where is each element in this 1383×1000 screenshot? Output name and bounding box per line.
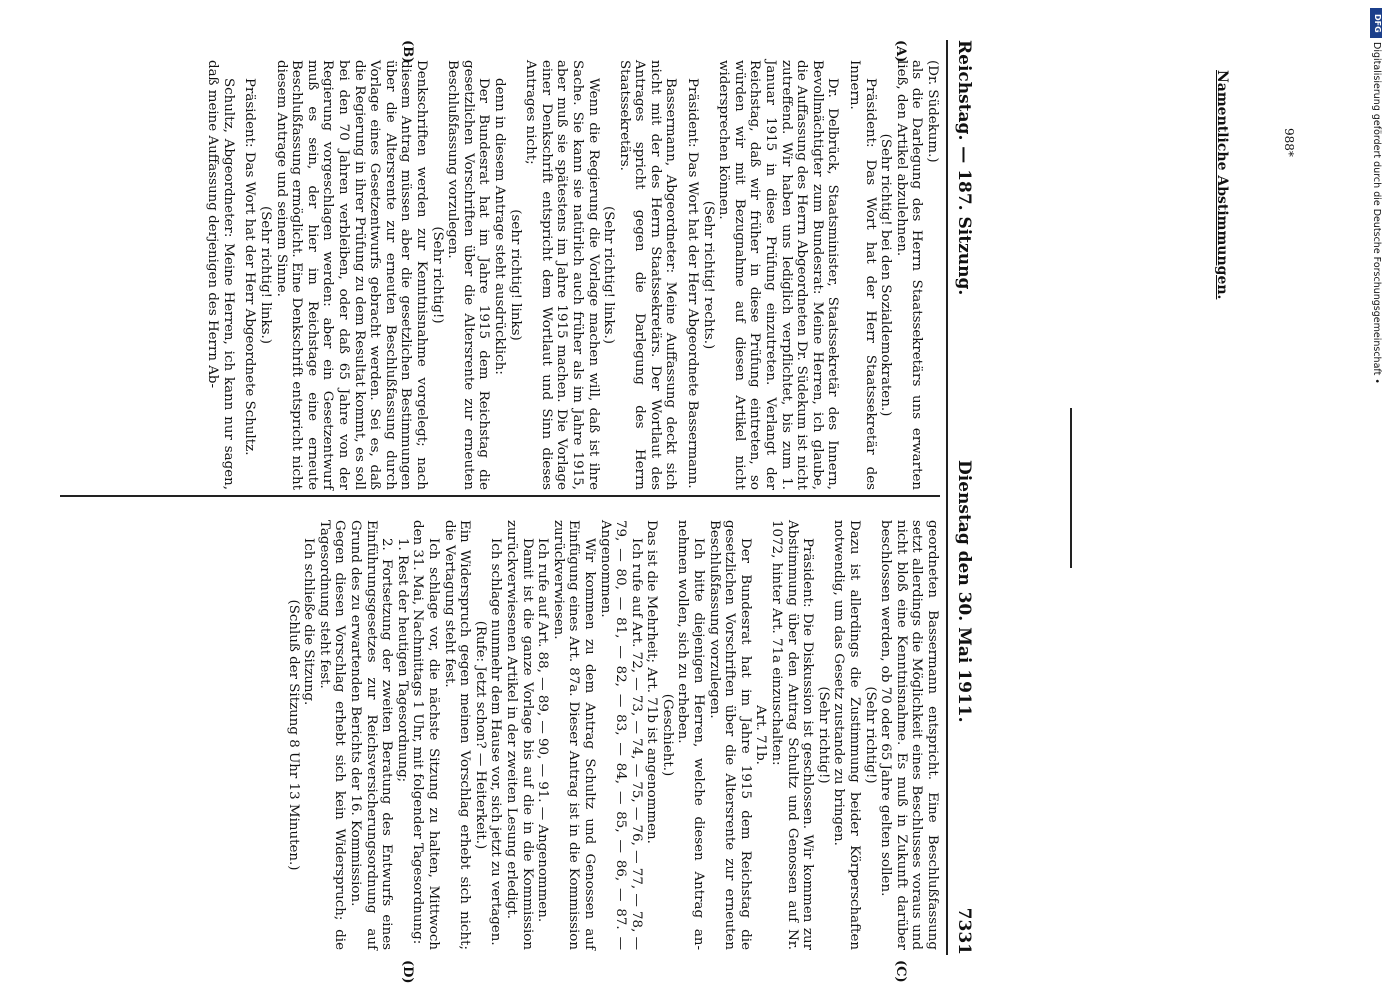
paragraph: Ich rufe auf Art. 88, — 89, — 90, — 91. — Angenommen. [535, 538, 551, 923]
paragraph: Der Bundesrat hat im Jahre 1915 dem Reichstag die gesetzlichen Vorschriften über die Altersrente zur erneuten Beschlußfassung vorzulegen. [445, 60, 492, 490]
paragraph-gap [236, 60, 242, 490]
paragraph: Das ist die Mehrheit; Art. 71b ist angenommen. [644, 520, 660, 844]
paragraph: (Sehr richtig!) [429, 226, 445, 324]
paragraph: (Dr. Südekum.) [925, 60, 940, 163]
paragraph-gap [840, 60, 846, 490]
section-rule [1070, 408, 1072, 568]
paragraph: Wenn die Regierung die Vorlage machen will, daß ist ihre Sache. Sie kann sie natürlich auch früher als im Jahre 1915, aber muß sie spätestens im Jahre 1915 machen. Die Vorlage einer Denkschrift entspricht dem Wortlaut und Sinn dieses Antrages nicht; [523, 60, 601, 490]
dfg-logo: DFG [1370, 8, 1382, 38]
paragraph: denn in diesem Antrage steht ausdrücklich: [491, 78, 507, 375]
paragraph: Dr. Delbrück, Staatsminister, Staatssekretär des Innern, Bevollmächtigter zum Bundesrat: Meine Herren, ich glaube, die Auffassung des Herrn Abgeordneten Dr. Südekum ist nicht zutreffend. Wir haben uns lediglich verpflichtet, bis zum 1. Januar 1915 in diese Prüfung einzutreten. Verlangt der Reichstag, daß wir früher in diese Prüfung eintreten, so würden wir mit Bezugnahme auf diesen Artikel nicht widersprechen können. [716, 60, 841, 490]
paragraph: Ich schlage vor, die nächste Sitzung zu halten, Mittwoch den 31. Mai, Nachmittags 1 Uhr, mit folgender Tagesordnung: [410, 520, 441, 950]
paragraph: Der Bundesrat hat im Jahre 1915 dem Reichstag die gesetzlichen Vorschriften über die Altersrente zur erneuten Beschlußfassung vorzulegen. [706, 520, 753, 950]
paragraph: geordneten Bassermann entspricht. Eine Beschlußfassung setzt allerdings die Möglichkeit eines Beschlusses voraus und nicht bloß eine Kenntnisnahme. Es muß in Zukunft darüber beschlossen werden, ob 70 oder 65 Jahre gelten sollen. [878, 520, 940, 950]
left-column [205, 60, 940, 490]
paragraph: (Sehr richtig!) [815, 686, 831, 784]
paragraph: Präsident: Die Diskussion ist geschlossen. Wir kommen zur Abstimmung über den Antrag Schultz und Genossen auf Nr. 1072, hinter Art. 71a einzuschalten: [769, 520, 816, 950]
paragraph: Präsident: Das Wort hat der Herr Abgeordnete Schultz. [242, 78, 258, 456]
margin-marker-a: (A) [893, 40, 908, 63]
paragraph: (Sehr richtig!) [862, 686, 878, 784]
paragraph: Ich rufe auf Art. 72, — 73, — 74, — 75, — 76, — 77, — 78, — 79, — 80, — 81, — 82, — 83, — 84, — 85, — 86, — 87. — Angenommen. [597, 520, 644, 950]
paragraph: (Rufe: Jetzt schon? — Heiterkeit.) [472, 620, 488, 850]
paragraph: Präsident: Das Wort hat der Herr Staatssekretär des Innern. [847, 60, 878, 490]
paragraph: (Sehr richtig! rechts.) [700, 200, 716, 350]
paragraph: Ein Widerspruch gegen meinen Vorschlag erhebt sich nicht; die Vertagung steht fest. [441, 520, 473, 950]
paragraph: (Sehr richtig! links.) [601, 206, 617, 344]
paragraph: Damit ist die ganze Vorlage bis auf die in die Kommission zurückverwiesenen Artikel in der zweiten Lesung erledigt. [503, 520, 535, 950]
paragraph: Bassermann, Abgeordneter: Meine Auffassung deckt sich nicht mit der des Herrn Staatssekretärs. Der Wortlaut des Antrages spricht gegen die Darlegung des Herrn Staatssekretärs. [616, 60, 679, 490]
paragraph: als die Darlegung des Herrn Staatssekretärs uns erwarten ließ, den Artikel abzulehnen. [893, 60, 925, 490]
margin-marker-b: (B) [400, 40, 415, 64]
paragraph: (sehr richtig! links) [507, 209, 523, 341]
header-date: Dienstag den 30. Mai 1911. [954, 460, 974, 723]
paragraph: Ich bitte diejenigen Herren, welche diesen Antrag annehmen wollen, sich zu erheben. [675, 520, 707, 950]
paragraph: Denkschriften werden zur Kenntnisnahme vorgelegt; nach diesem Antrag müssen aber die gesetzlichen Bestimmungen über die Altersrente zur erneuten Beschlußfassung durch Vorlage eines Gesetzentwurfs gebracht werden. Sei es, daß die Regierung in ihrer Prüfung zu dem Resultat kommt, es soll bei den 70 Jahren verbleiben, oder daß 65 Jahre von der Regierung vorgeschlagen werden: aber ein Gesetzentwurf muß es sein, der hier im Reichstage eine erneute Beschlußfassung ermöglicht. Eine Denkschrift entspricht nicht diesem Antrage und seinem Sinne. [273, 60, 429, 490]
paragraph: (Sehr richtig! bei den Sozialdemokraten.) [878, 133, 894, 417]
paragraph: (Sehr richtig! links.) [258, 206, 274, 344]
page-mark: 988* [1282, 128, 1296, 157]
margin-marker-c: (C) [893, 960, 908, 983]
digitization-credit: Digitalisierung gefördert durch die Deutsche Forschungsgemeinschaft • [1371, 42, 1382, 384]
paragraph: Gegen diesen Vorschlag erhebt sich kein Widerspruch; die Tagesordnung steht fest. [316, 520, 348, 950]
margin-marker-d: (D) [400, 960, 415, 984]
section-title: Namentliche Abstimmungen. [1214, 70, 1230, 300]
paragraph: Art. 71b. [753, 705, 769, 765]
paragraph: Ich schließe die Sitzung. [301, 538, 317, 706]
paragraph: Dazu ist allerdings die Zustimmung beider Körperschaften notwendig, um das Gesetz zustande zu bringen. [831, 520, 863, 950]
paragraph: Wir kommen zu dem Antrag Schultz und Genossen auf Einfügung eines Art. 87a. Dieser Antrag ist in die Kommission zurückverwiesen. [550, 520, 597, 950]
paragraph: Schultz, Abgeordneter: Meine Herren, ich kann nur sagen, daß meine Auffassung derjenigen des Herrn Ab- [205, 60, 236, 490]
paragraph: 1. Rest der heutigen Tagesordnung; [394, 538, 410, 783]
page-number: 7331 [954, 907, 974, 955]
paragraph: 2. Fortsetzung der zweiten Beratung des Entwurfs eines Einführungsgesetzes zur Reichsversicherungsordnung auf Grund des zu erwartenden Berichts der 16. Kommission. [348, 520, 395, 950]
header-left: Reichstag. — 187. Sitzung. [954, 40, 974, 296]
column-divider [60, 495, 940, 497]
paragraph: Präsident: Das Wort hat der Herr Abgeordnete Bassermann. [685, 78, 701, 489]
page-header [946, 40, 978, 955]
right-column [285, 520, 940, 950]
paragraph: (Schluß der Sitzung 8 Uhr 13 Minuten.) [285, 599, 301, 871]
paragraph: (Geschieht.) [659, 693, 675, 777]
paragraph: Ich schlage nunmehr dem Hause vor, sich jetzt zu vertagen. [488, 538, 504, 946]
